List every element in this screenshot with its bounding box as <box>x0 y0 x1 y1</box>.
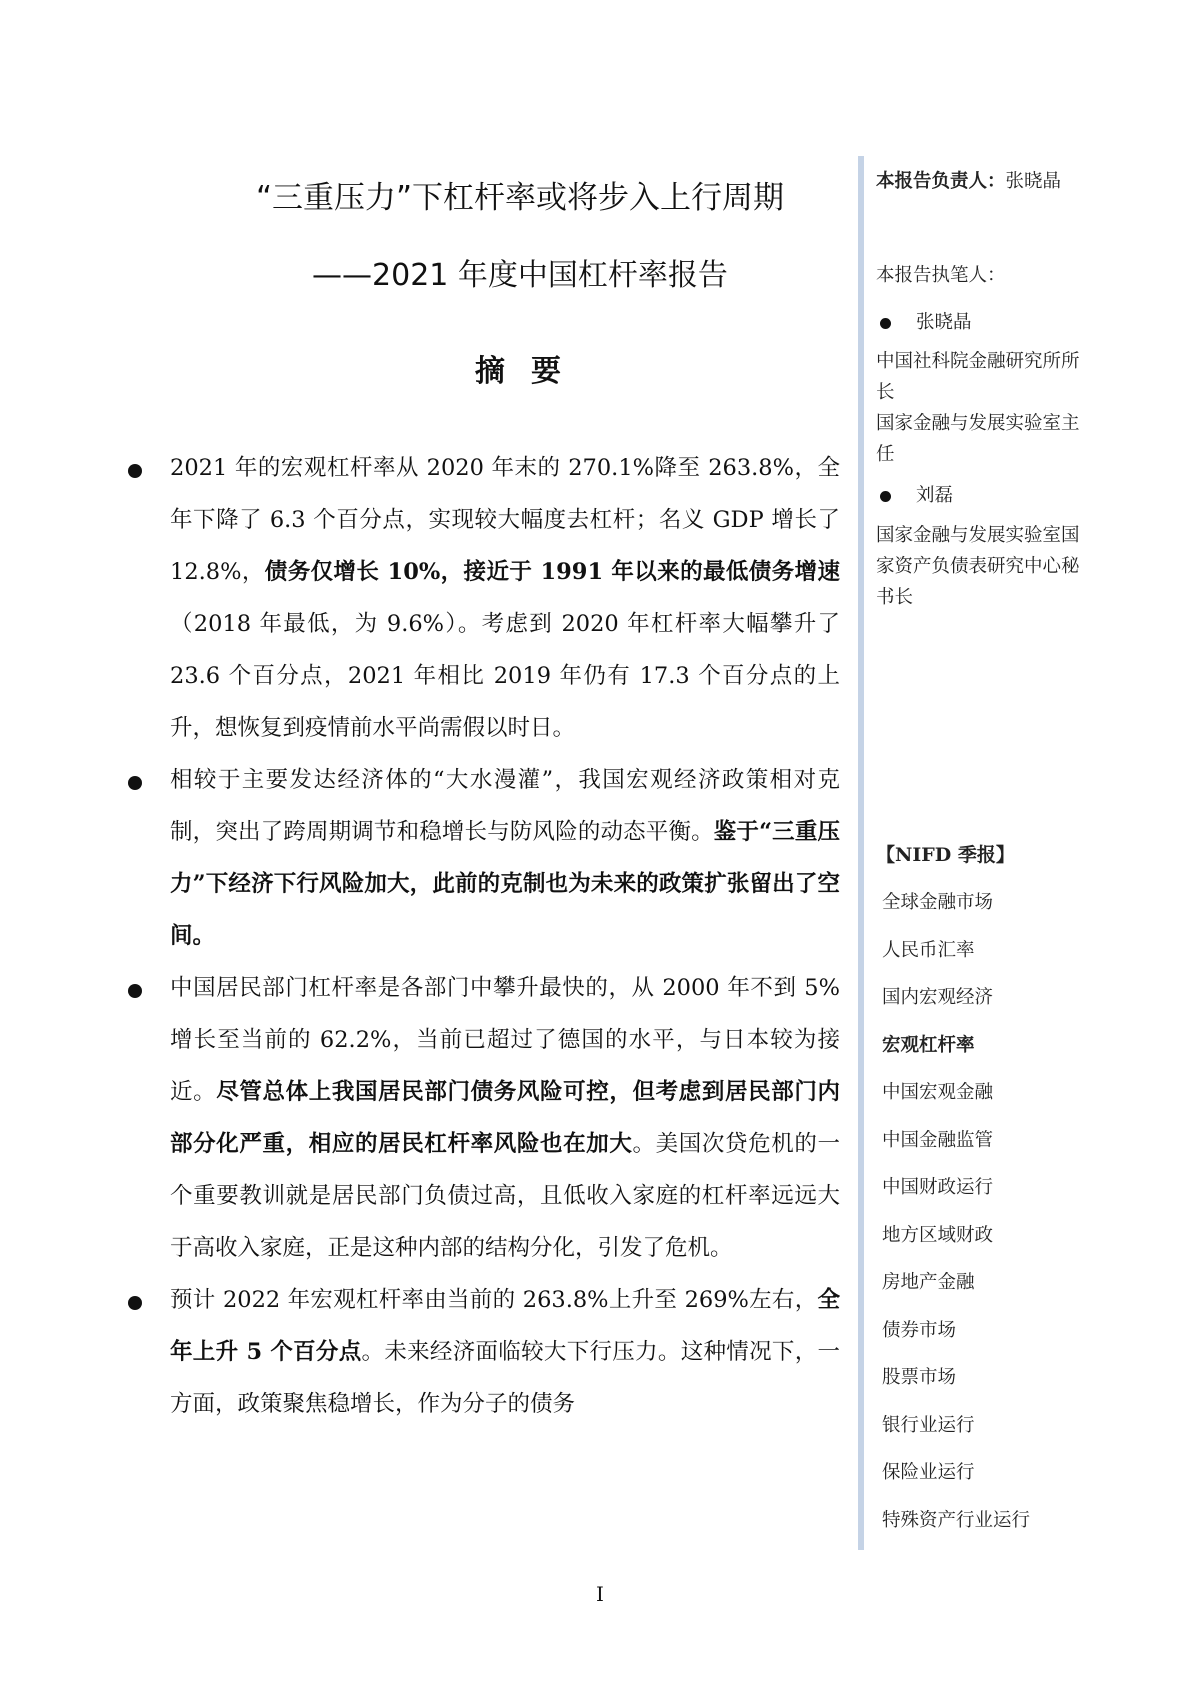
bullet-text: 2021 年的宏观杠杆率从 2020 年末的 270.1%降至 263.8%，全年下降了 6.3 个百分点，实现较大幅度去杠杆；名义 GDP 增长了 12.8%， <box>170 455 840 585</box>
bullet-bold-text: 尽管总体上我国居民部门债务风险可控，但考虑到居民部门内部分化严重，相应的居民杠杆率风险也在加大 <box>170 1079 840 1157</box>
series-item[interactable]: 地方区域财政 <box>882 1224 994 1246</box>
bullet-text: 预计 2022 年宏观杠杆率由当前的 263.8%上升至 269%左右， <box>170 1287 818 1313</box>
series-item[interactable]: 中国金融监管 <box>882 1129 994 1151</box>
bullet-dot-icon <box>128 464 142 478</box>
author-2-affiliation: 国家金融与发展实验室国家资产负债表研究中心秘书长 <box>876 525 1080 608</box>
bullet-dot-icon <box>128 984 142 998</box>
series-item[interactable]: 国内宏观经济 <box>882 987 994 1008</box>
abstract-heading: 摘要 <box>475 354 587 389</box>
series-item[interactable]: 股票市场 <box>882 1367 957 1388</box>
abstract-bullet-2 <box>120 754 840 962</box>
bullet-bold-text: 全年上升 5 个百分点 <box>170 1287 840 1365</box>
report-title: “三重压力”下杠杆率或将步入上行周期 <box>255 180 785 216</box>
series-item[interactable]: 中国财政运行 <box>882 1177 994 1198</box>
series-item[interactable]: 保险业运行 <box>882 1462 975 1483</box>
author-2 <box>876 480 1096 511</box>
series-item[interactable]: 房地产金融 <box>882 1272 975 1293</box>
bullet-bold-text: 债务仅增长 10%，接近于 1991 年以来的最低债务增速 <box>264 559 840 585</box>
bullet-text: 中国居民部门杠杆率是各部门中攀升最快的，从 2000 年不到 5%增长至当前的 62.2%，当前已超过了德国的水平，与日本较为接近。 <box>170 975 840 1105</box>
author-1 <box>876 307 1096 338</box>
bullet-bold-text: 鉴于“三重压力”下经济下行风险加大，此前的克制也为未来的政策扩张留出了空间。 <box>170 819 840 949</box>
series-item[interactable]: 银行业运行 <box>882 1414 975 1436</box>
bullet-text: 。美国次贷危机的一个重要教训就是居民部门负债过高，且低收入家庭的杠杆率远远大于高收入家庭，正是这种内部的结构分化，引发了危机。 <box>170 1131 840 1261</box>
series-item[interactable]: 宏观杠杆率 <box>882 1034 975 1056</box>
series-list <box>876 840 1096 1544</box>
bullet-dot-icon <box>128 1296 142 1310</box>
bullet-dot-icon <box>880 318 891 329</box>
abstract-bullet-1 <box>120 442 840 754</box>
abstract-bullet-4 <box>120 1274 840 1430</box>
sidebar-divider <box>858 156 864 1550</box>
series-items <box>876 879 1096 1544</box>
series-item[interactable]: 全球金融市场 <box>882 892 994 913</box>
bullet-text: 相较于主要发达经济体的“大水漫灌”，我国宏观经济政策相对克制，突出了跨周期调节和稳增长与防风险的动态平衡。 <box>170 767 840 845</box>
responsible-person <box>876 166 1096 197</box>
author-row <box>876 480 1096 511</box>
bullet-dot-icon <box>880 491 891 502</box>
bullet-dot-icon <box>128 776 142 790</box>
responsible-name: 张晓晶 <box>1005 171 1062 192</box>
abstract-bullet-3 <box>120 962 840 1274</box>
bullet-text: 。未来经济面临较大下行压力。这种情况下，一方面，政策聚焦稳增长，作为分子的债务 <box>170 1339 840 1417</box>
abstract-body <box>120 442 840 1430</box>
responsible-label: 本报告负责人： <box>876 171 1006 192</box>
author-1-affiliation: 中国社科院金融研究所所长 国家金融与发展实验室主任 <box>876 351 1080 465</box>
bullet-text: （2018 年最低，为 9.6%）。考虑到 2020 年杠杆率大幅攀升了 23.6 个百分点，2021 年相比 2019 年仍有 17.3 个百分点的上升，想恢复到疫情前水平尚需假以时日。 <box>170 611 840 741</box>
series-item[interactable]: 债券市场 <box>882 1319 957 1341</box>
series-item[interactable]: 特殊资产行业运行 <box>882 1509 1031 1531</box>
series-title: 【NIFD 季报】 <box>876 844 1015 866</box>
author-name: 刘磊 <box>916 485 954 506</box>
series-item[interactable]: 中国宏观金融 <box>882 1082 994 1103</box>
author-name: 张晓晶 <box>916 312 972 333</box>
page-number: I <box>596 1582 604 1606</box>
author-row <box>876 307 1096 338</box>
series-item[interactable]: 人民币汇率 <box>882 939 975 961</box>
writers-label: 本报告执笔人： <box>876 265 1006 286</box>
report-subtitle: ——2021 年度中国杠杆率报告 <box>312 258 728 293</box>
